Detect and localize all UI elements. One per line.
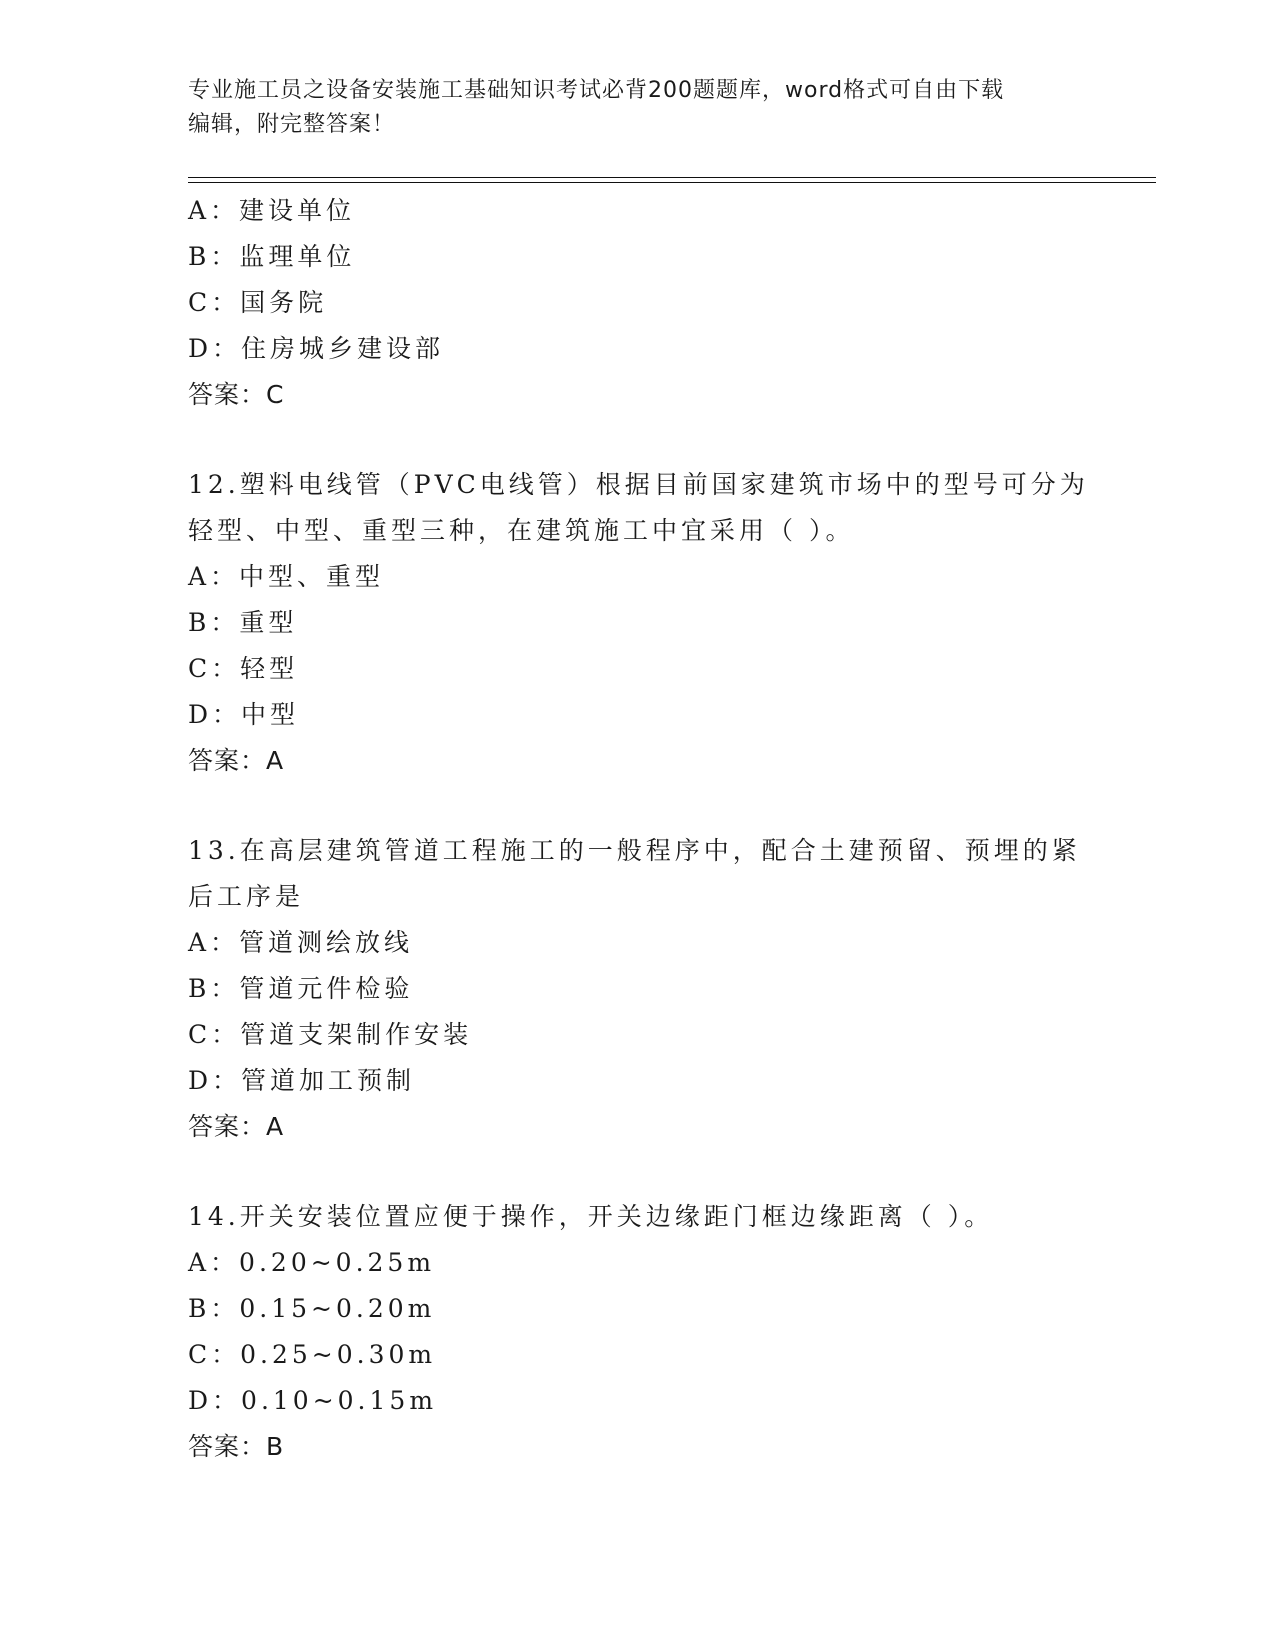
question-13	[188, 828, 1088, 1150]
option-b: B：重型	[188, 608, 298, 637]
answer: 答案：C	[188, 380, 285, 409]
question-stem-line-1: 14.开关安装位置应便于操作，开关边缘距门框边缘距离（ ）。	[188, 1202, 994, 1231]
header-line-1: 专业施工员之设备安装施工基础知识考试必背200题题库，word格式可自由下载	[188, 78, 1005, 103]
header-line-2: 编辑，附完整答案！	[188, 112, 396, 137]
question-list	[188, 188, 1088, 1470]
option-b: B：管道元件检验	[188, 974, 414, 1003]
option-d: D：住房城乡建设部	[188, 334, 445, 363]
option-a: A：建设单位	[188, 196, 356, 225]
question-stem-line-1: 12.塑料电线管（PVC电线管）根据目前国家建筑市场中的型号可分为	[188, 470, 1089, 499]
answer: 答案：A	[188, 1112, 285, 1141]
option-a: A：管道测绘放线	[188, 928, 414, 957]
answer: 答案：B	[188, 1432, 285, 1461]
question-12	[188, 462, 1088, 784]
option-c: C：国务院	[188, 288, 328, 317]
option-c: C：0.25~0.30m	[188, 1340, 437, 1369]
option-b: B：监理单位	[188, 242, 356, 271]
question-stem-line-2: 后工序是	[188, 882, 305, 911]
option-d: D：管道加工预制	[188, 1066, 416, 1095]
option-c: C：管道支架制作安装	[188, 1020, 473, 1049]
answer: 答案：A	[188, 746, 285, 775]
header-divider-top	[188, 177, 1156, 178]
question-stem-line-2: 轻型、中型、重型三种，在建筑施工中宜采用（ ）。	[188, 516, 855, 545]
question-14	[188, 1194, 1088, 1470]
question-stem-line-1: 13.在高层建筑管道工程施工的一般程序中，配合土建预留、预埋的紧	[188, 836, 1081, 865]
option-a: A：中型、重型	[188, 562, 385, 591]
document-header	[188, 74, 1088, 142]
question-11	[188, 188, 1088, 418]
header-divider-bottom	[188, 182, 1156, 183]
option-b: B：0.15~0.20m	[188, 1294, 436, 1323]
option-d: D：中型	[188, 700, 300, 729]
option-a: A：0.20~0.25m	[188, 1248, 436, 1277]
option-c: C：轻型	[188, 654, 299, 683]
option-d: D：0.10~0.15m	[188, 1386, 438, 1415]
